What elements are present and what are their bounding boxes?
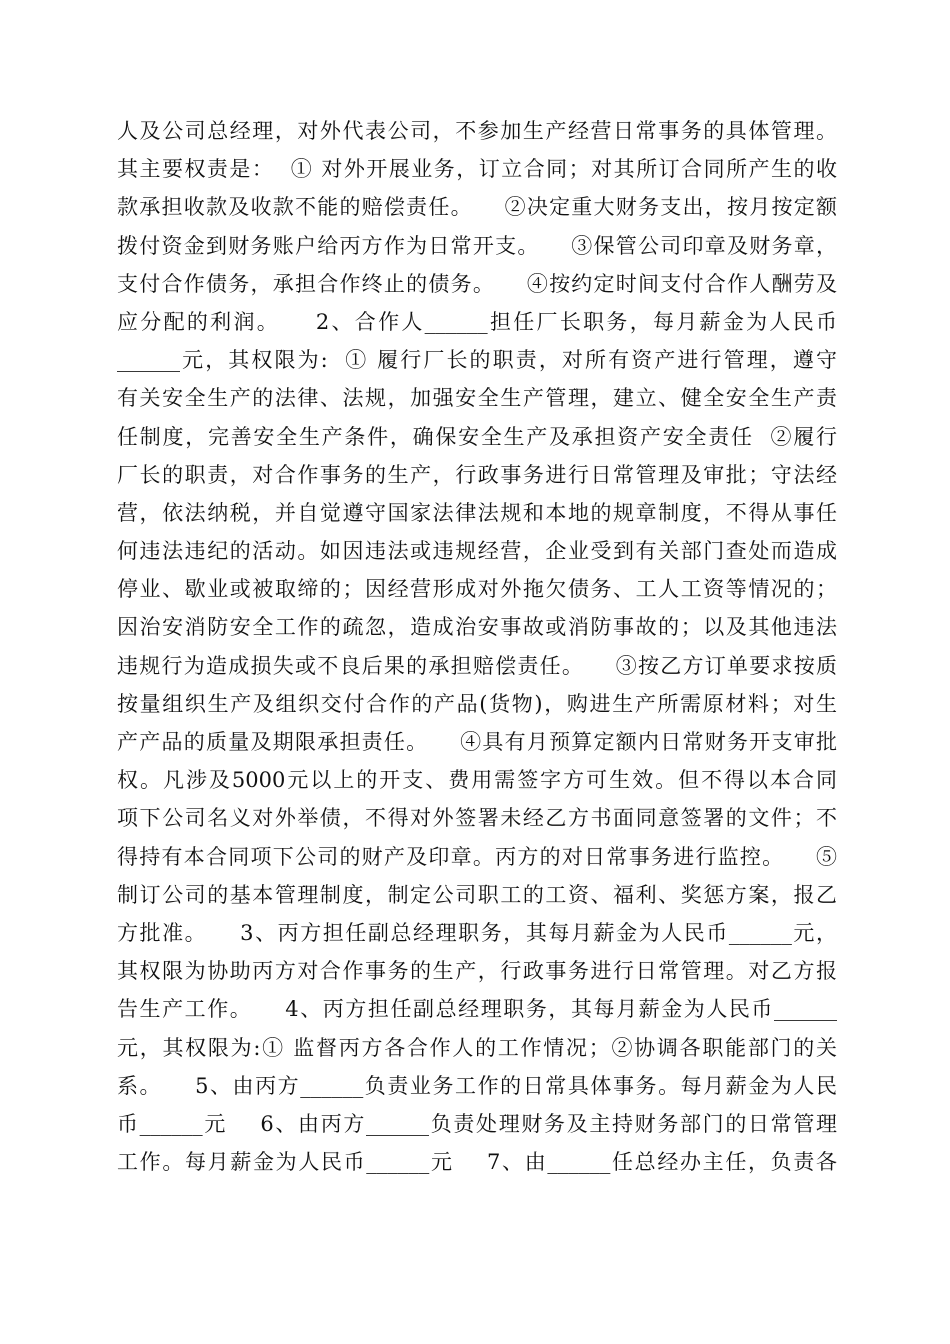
text-line-19: 项下公司名义对外举债，不得对外签署未经乙方书面同意签署的文件；不	[117, 806, 837, 831]
text-line-8: 有关安全生产的法律、法规，加强安全生产管理，建立、健全安全生产责	[117, 386, 837, 411]
text-line-27: 币______元 6、由丙方______负责处理财务及主持财务部门的日常管理	[117, 1111, 837, 1136]
text-line-17: 产产品的质量及期限承担责任。 ④具有月预算定额内日常财务开支审批	[117, 730, 837, 754]
text-line-20: 得持有本合同项下公司的财产及印章。丙方的对日常事务进行监控。 ⑤	[117, 844, 837, 869]
text-line-15: 违规行为造成损失或不良后果的承担赔偿责任。 ③按乙方订单要求按质	[117, 653, 837, 678]
text-line-11: 营，依法纳税，并自觉遵守国家法律法规和本地的规章制度，不得从事任	[117, 500, 837, 525]
text-line-14: 因治安消防安全工作的疏忽，造成治安事故或消防事故的；以及其他违法	[117, 615, 837, 640]
text-line-16: 按量组织生产及组织交付合作的产品(货物)，购进生产所需原材料；对生	[117, 691, 837, 716]
text-line-23: 其权限为协助丙方对合作事务的生产，行政事务进行日常管理。对乙方报	[117, 959, 837, 984]
text-line-26: 系。 5、由丙方______负责业务工作的日常具体事务。每月薪金为人民	[117, 1073, 837, 1098]
text-line-6: 应分配的利润。 2、合作人______担任厂长职务，每月薪金为人民币	[117, 309, 837, 334]
text-line-9: 任制度，完善安全生产条件，确保安全生产及承担资产安全责任 ②履行	[117, 424, 837, 449]
contract-body-text	[117, 112, 837, 1181]
text-line-1: 人及公司总经理，对外代表公司，不参加生产经营日常事务的具体管理。	[117, 119, 837, 143]
text-line-22: 方批准。 3、丙方担任副总经理职务，其每月薪金为人民币______元，	[117, 920, 837, 945]
text-line-18: 权。凡涉及5000元以上的开支、费用需签字方可生效。但不得以本合同	[117, 768, 837, 793]
text-line-21: 制订公司的基本管理制度，制定公司职工的工资、福利、奖惩方案，报乙	[117, 882, 837, 907]
text-line-28: 工作。每月薪金为人民币______元 7、由______任总经办主任，负责各	[117, 1150, 837, 1175]
text-line-2: 其主要权责是： ① 对外开展业务，订立合同；对其所订合同所产生的收	[117, 157, 837, 182]
text-line-12: 何违法违纪的活动。如因违法或违规经营，企业受到有关部门查处而造成	[117, 539, 837, 564]
text-line-3: 款承担收款及收款不能的赔偿责任。 ②决定重大财务支出，按月按定额	[117, 195, 837, 220]
text-line-25: 元，其权限为:① 监督丙方各合作人的工作情况；②协调各职能部门的关	[117, 1035, 837, 1060]
text-line-5: 支付合作债务，承担合作终止的债务。 ④按约定时间支付合作人酬劳及	[117, 271, 837, 296]
text-line-7: ______元，其权限为: ① 履行厂长的职责，对所有资产进行管理，遵守	[117, 348, 837, 373]
text-line-13: 停业、歇业或被取缔的；因经营形成对外拖欠债务、工人工资等情况的；	[117, 577, 837, 602]
text-line-10: 厂长的职责，对合作事务的生产，行政事务进行日常管理及审批；守法经	[117, 462, 837, 487]
text-line-24: 告生产工作。 4、丙方担任副总经理职务，其每月薪金为人民币______	[117, 997, 837, 1022]
text-line-4: 拨付资金到财务账户给丙方作为日常开支。 ③保管公司印章及财务章，	[117, 233, 837, 258]
